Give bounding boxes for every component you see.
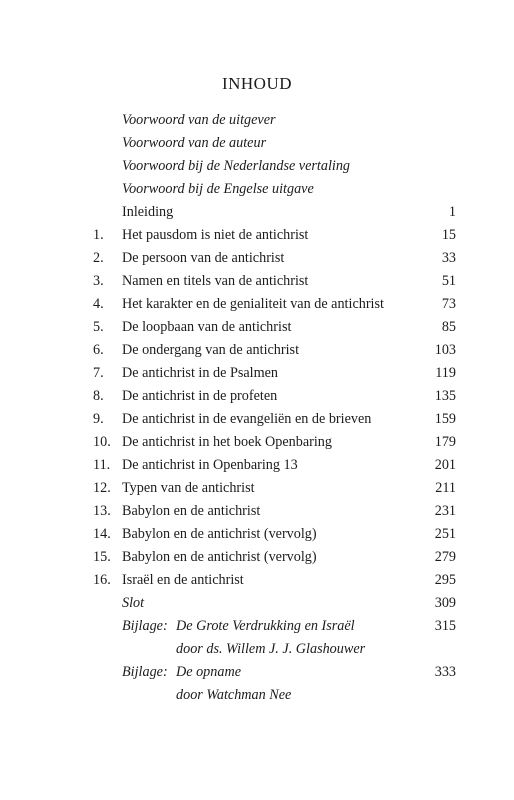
appendix-author: door Watchman Nee	[176, 687, 292, 703]
toc-entry-slot[interactable]	[0, 591, 514, 615]
chapter-number: 8.	[93, 388, 104, 404]
toc-entry-chapter[interactable]	[0, 430, 514, 454]
toc-entry-chapter[interactable]	[0, 292, 514, 316]
toc-entry-introduction[interactable]	[0, 200, 514, 224]
chapter-number: 16.	[93, 572, 111, 588]
appendix-prefix: Bijlage:	[122, 664, 168, 680]
toc-entry-chapter[interactable]	[0, 522, 514, 546]
appendix-prefix: Bijlage:	[122, 618, 168, 634]
toc-entry-appendix-author	[0, 683, 514, 707]
toc-entry-page: 333	[434, 664, 456, 680]
toc-entry-label: De persoon van de antichrist	[122, 250, 285, 266]
toc-entry-label: Babylon en de antichrist (vervolg)	[122, 526, 317, 542]
chapter-number: 13.	[93, 503, 111, 519]
toc-entry-page: 159	[434, 411, 456, 427]
chapter-number: 11.	[93, 457, 111, 473]
chapter-number: 12.	[93, 480, 111, 496]
chapter-number: 3.	[93, 273, 104, 289]
toc-entry-page: 119	[435, 365, 456, 381]
toc-entry-page: 1	[448, 204, 456, 220]
toc-entry-label: De antichrist in het boek Openbaring	[122, 434, 332, 450]
toc-entry-label: Het karakter en de genialiteit van de antichrist	[122, 296, 384, 312]
toc-entry-chapter[interactable]	[0, 476, 514, 500]
toc-entry-label: Babylon en de antichrist (vervolg)	[122, 549, 317, 565]
chapter-number: 7.	[93, 365, 104, 381]
toc-entry-page: 179	[434, 434, 456, 450]
appendix-line	[122, 660, 242, 684]
toc-entry-page: 211	[435, 480, 456, 496]
chapter-number: 5.	[93, 319, 104, 335]
toc-entry-label: Voorwoord van de auteur	[122, 135, 267, 151]
toc-entry-chapter[interactable]	[0, 384, 514, 408]
toc-entry-label: Babylon en de antichrist	[122, 503, 261, 519]
toc-entry-label: Slot	[122, 595, 145, 611]
toc-entry-chapter[interactable]	[0, 246, 514, 270]
toc-entry-page: 15	[441, 227, 456, 243]
appendix-author: door ds. Willem J. J. Glashouwer	[176, 641, 366, 657]
toc-entry-label: De antichrist in de profeten	[122, 388, 278, 404]
chapter-number: 1.	[93, 227, 104, 243]
toc-entry-label: Voorwoord van de uitgever	[122, 112, 276, 128]
toc-entry-page: 315	[434, 618, 456, 634]
toc-entry-chapter[interactable]	[0, 338, 514, 362]
toc-entry-foreword-author[interactable]	[0, 131, 514, 155]
toc-entry-chapter[interactable]	[0, 568, 514, 592]
appendix-title: De Grote Verdrukking en Israël	[176, 618, 355, 634]
toc-entry-chapter[interactable]	[0, 269, 514, 293]
chapter-number: 9.	[93, 411, 104, 427]
chapter-number: 14.	[93, 526, 111, 542]
toc-entry-page: 231	[434, 503, 456, 519]
toc-entry-label: De antichrist in de evangeliën en de brieven	[122, 411, 372, 427]
toc-entry-page: 135	[434, 388, 456, 404]
toc-entry-page: 51	[441, 273, 456, 289]
toc-entry-page: 251	[434, 526, 456, 542]
toc-entry-page: 295	[434, 572, 456, 588]
toc-entry-label: Typen van de antichrist	[122, 480, 255, 496]
toc-entry-appendix[interactable]	[0, 614, 514, 638]
chapter-number: 6.	[93, 342, 104, 358]
toc-entry-page: 279	[434, 549, 456, 565]
toc-entry-foreword-publisher[interactable]	[0, 108, 514, 132]
toc-entry-label: Inleiding	[122, 204, 174, 220]
toc-entry-label: Israël en de antichrist	[122, 572, 244, 588]
toc-entry-page: 201	[434, 457, 456, 473]
toc-entry-chapter[interactable]	[0, 545, 514, 569]
toc-entry-page: 85	[441, 319, 456, 335]
chapter-number: 15.	[93, 549, 111, 565]
toc-entry-chapter[interactable]	[0, 315, 514, 339]
toc-entry-page: 103	[434, 342, 456, 358]
toc-entry-label: De loopbaan van de antichrist	[122, 319, 292, 335]
toc-entry-chapter[interactable]	[0, 223, 514, 247]
toc-entry-appendix-author	[0, 637, 514, 661]
chapter-number: 4.	[93, 296, 104, 312]
toc-entry-label: De ondergang van de antichrist	[122, 342, 300, 358]
toc-entry-label: Namen en titels van de antichrist	[122, 273, 309, 289]
toc-entry-label: Voorwoord bij de Engelse uitgave	[122, 181, 314, 197]
toc-entry-chapter[interactable]	[0, 453, 514, 477]
toc-entry-page: 33	[441, 250, 456, 266]
toc-entry-page: 309	[434, 595, 456, 611]
appendix-title: De opname	[176, 664, 242, 680]
toc-entry-label: De antichrist in Openbaring 13	[122, 457, 298, 473]
chapter-number: 10.	[93, 434, 111, 450]
toc-entry-chapter[interactable]	[0, 407, 514, 431]
page-title: INHOUD	[221, 74, 293, 93]
toc-entry-label: Het pausdom is niet de antichrist	[122, 227, 309, 243]
toc-entry-label: De antichrist in de Psalmen	[122, 365, 279, 381]
toc-entry-foreword-english[interactable]	[0, 177, 514, 201]
toc-entry-label: Voorwoord bij de Nederlandse vertaling	[122, 158, 351, 174]
toc-entry-foreword-dutch[interactable]	[0, 154, 514, 178]
appendix-line	[122, 614, 355, 638]
toc-entry-chapter[interactable]	[0, 499, 514, 523]
toc-entry-appendix[interactable]	[0, 660, 514, 684]
toc-entry-chapter[interactable]	[0, 361, 514, 385]
toc-entry-page: 73	[441, 296, 456, 312]
chapter-number: 2.	[93, 250, 104, 266]
